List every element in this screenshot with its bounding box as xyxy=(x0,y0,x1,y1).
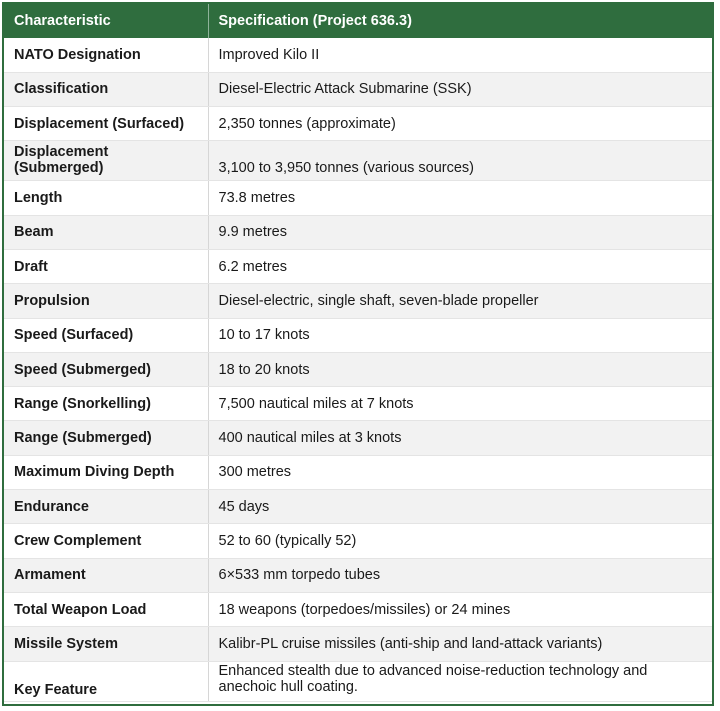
specification-cell: 9.9 metres xyxy=(208,215,712,249)
table-row xyxy=(4,455,712,489)
specification-cell: 300 metres xyxy=(208,455,712,489)
characteristic-cell: Speed (Submerged) xyxy=(4,352,208,386)
specification-cell: 2,350 tonnes (approximate) xyxy=(208,107,712,141)
table-row xyxy=(4,215,712,249)
characteristic-cell: Armament xyxy=(4,558,208,592)
characteristic-text: Displacement (Submerged) xyxy=(14,144,109,177)
characteristic-cell: Beam xyxy=(4,215,208,249)
table-row xyxy=(4,141,712,181)
table-row xyxy=(4,661,712,701)
characteristic-cell: Speed (Surfaced) xyxy=(4,318,208,352)
table-row xyxy=(4,627,712,661)
characteristic-cell: Maximum Diving Depth xyxy=(4,455,208,489)
table-header-row xyxy=(4,4,712,38)
table-row xyxy=(4,38,712,72)
spec-table-frame xyxy=(2,2,714,706)
characteristic-cell: Range (Snorkelling) xyxy=(4,387,208,421)
table-row xyxy=(4,490,712,524)
header-characteristic: Characteristic xyxy=(4,4,208,38)
characteristic-cell: Range (Submerged) xyxy=(4,421,208,455)
characteristic-cell: Displacement (Surfaced) xyxy=(4,107,208,141)
characteristic-cell: Length xyxy=(4,181,208,215)
table-row xyxy=(4,524,712,558)
specification-cell: 73.8 metres xyxy=(208,181,712,215)
specification-cell: 6.2 metres xyxy=(208,249,712,283)
specification-cell: 45 days xyxy=(208,490,712,524)
characteristic-cell: Draft xyxy=(4,249,208,283)
header-specification: Specification (Project 636.3) xyxy=(218,13,412,29)
specification-cell: Diesel-Electric Attack Submarine (SSK) xyxy=(208,72,712,106)
specification-cell: 3,100 to 3,950 tonnes (various sources) xyxy=(208,141,712,181)
specification-cell: 18 to 20 knots xyxy=(208,352,712,386)
table-row xyxy=(4,592,712,626)
table-row xyxy=(4,352,712,386)
specification-cell: 6×533 mm torpedo tubes xyxy=(208,558,712,592)
specification-cell: Enhanced stealth due to advanced noise-reduction technology and anechoic hull coating. xyxy=(208,661,712,701)
specification-cell: Diesel-electric, single shaft, seven-blade propeller xyxy=(208,284,712,318)
spec-table xyxy=(4,4,712,702)
characteristic-cell: Crew Complement xyxy=(4,524,208,558)
characteristic-cell: Propulsion xyxy=(4,284,208,318)
characteristic-cell: Classification xyxy=(4,72,208,106)
specification-cell: 10 to 17 knots xyxy=(208,318,712,352)
specification-cell: 18 weapons (torpedoes/missiles) or 24 mines xyxy=(208,592,712,626)
table-row xyxy=(4,72,712,106)
table-row xyxy=(4,249,712,283)
characteristic-cell: NATO Designation xyxy=(4,38,208,72)
table-row xyxy=(4,558,712,592)
characteristic-cell xyxy=(4,141,208,181)
table-row xyxy=(4,107,712,141)
specification-cell: Kalibr-PL cruise missiles (anti-ship and land-attack variants) xyxy=(208,627,712,661)
table-row xyxy=(4,318,712,352)
characteristic-cell: Key Feature xyxy=(4,661,208,701)
specification-cell: 52 to 60 (typically 52) xyxy=(208,524,712,558)
specification-cell: 400 nautical miles at 3 knots xyxy=(208,421,712,455)
table-row xyxy=(4,284,712,318)
table-row xyxy=(4,387,712,421)
characteristic-cell: Missile System xyxy=(4,627,208,661)
table-row xyxy=(4,421,712,455)
characteristic-cell: Endurance xyxy=(4,490,208,524)
characteristic-cell: Total Weapon Load xyxy=(4,592,208,626)
specification-cell: Improved Kilo II xyxy=(208,38,712,72)
table-row xyxy=(4,181,712,215)
specification-cell: 7,500 nautical miles at 7 knots xyxy=(208,387,712,421)
